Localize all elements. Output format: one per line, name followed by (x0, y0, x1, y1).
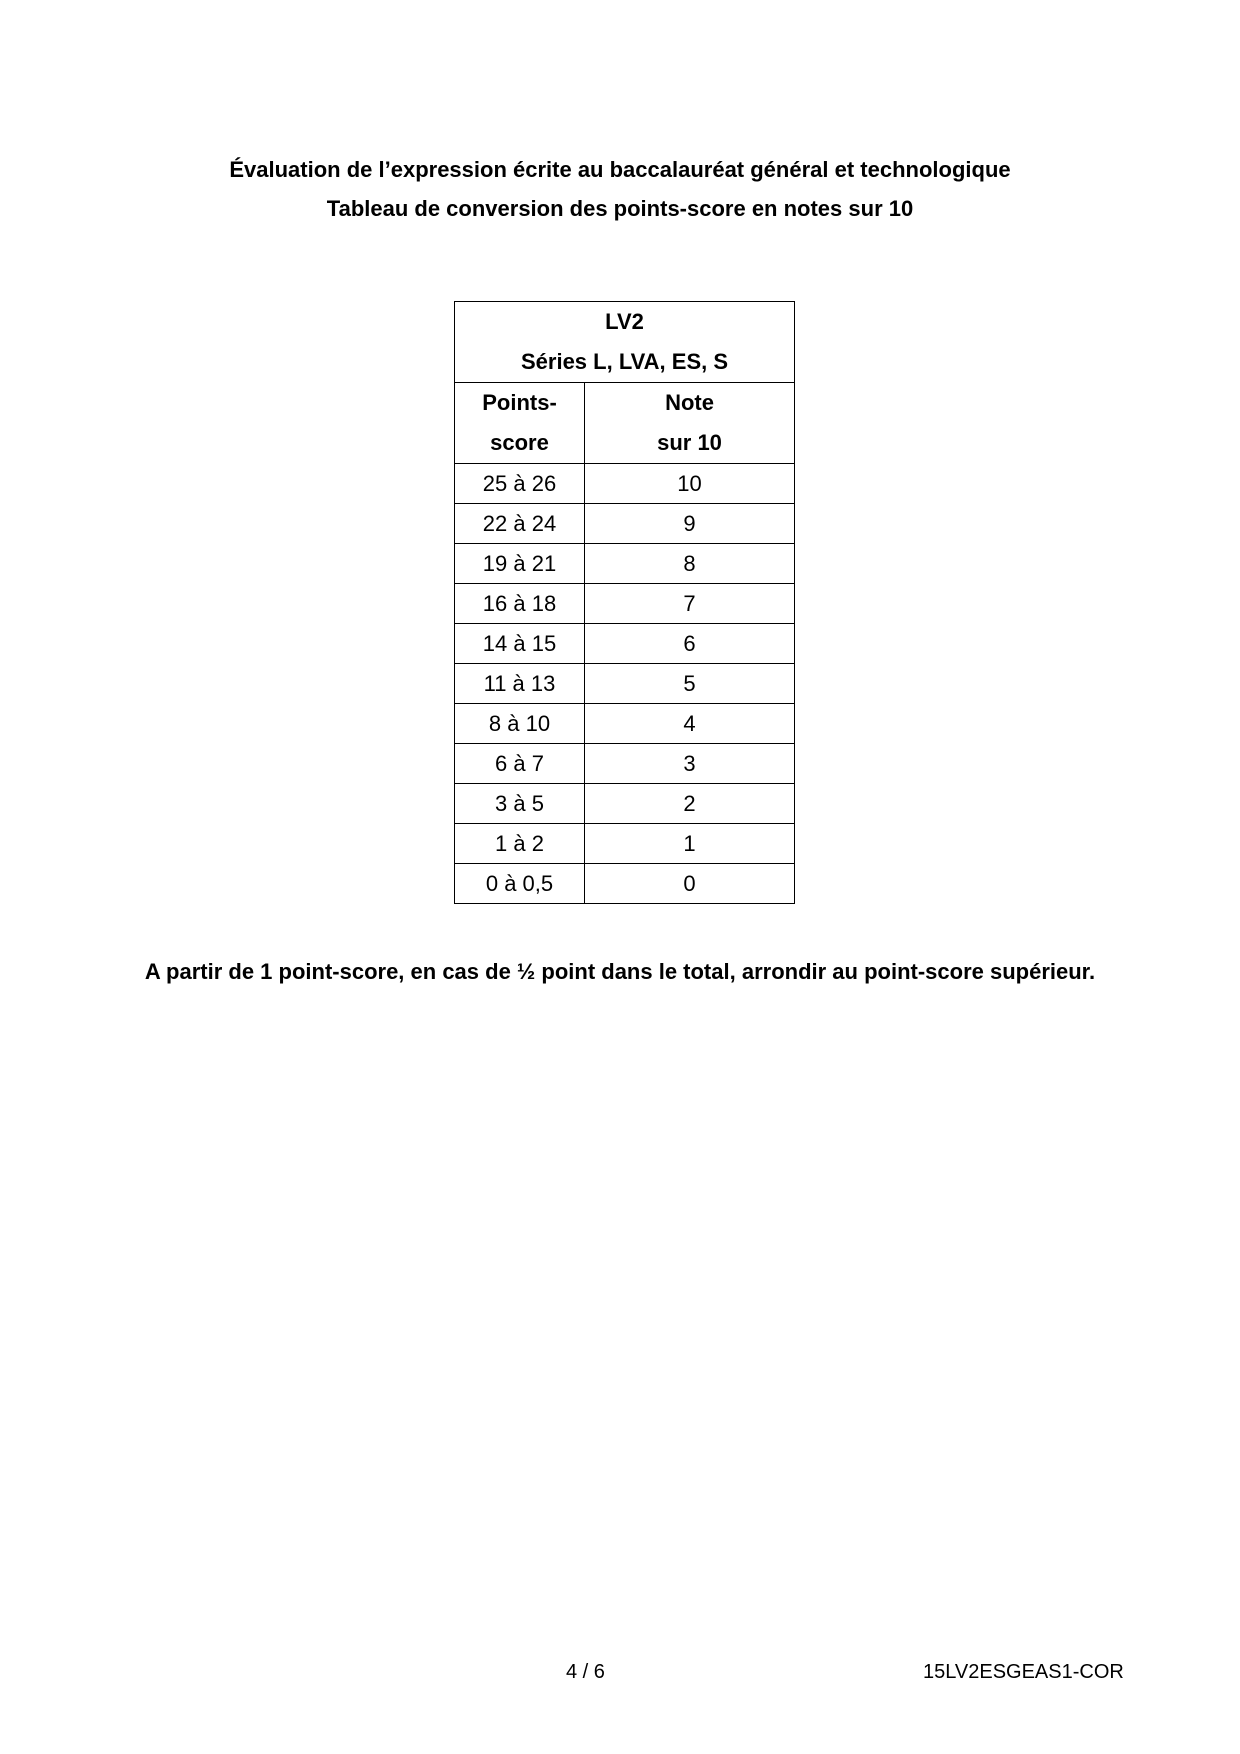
table-row (455, 704, 795, 744)
table-row (455, 664, 795, 704)
column-header-points (455, 383, 585, 464)
note-cell: 7 (585, 584, 795, 624)
document-title: Évaluation de l’expression écrite au baccalauréat général et technologique (229, 157, 1011, 182)
document-subtitle: Tableau de conversion des points-score en notes sur 10 (326, 196, 914, 221)
conversion-table (454, 301, 795, 904)
note-cell: 5 (585, 664, 795, 704)
points-cell: 0 à 0,5 (455, 864, 585, 904)
note-cell: 8 (585, 544, 795, 584)
points-cell: 22 à 24 (455, 504, 585, 544)
rounding-note: A partir de 1 point-score, en cas de ½ point dans le total, arrondir au point-score supérieur. (144, 959, 1096, 984)
header-series: Séries L, LVA, ES, S (520, 349, 729, 374)
points-cell: 3 à 5 (455, 784, 585, 824)
points-cell: 25 à 26 (455, 464, 585, 504)
note-cell: 0 (585, 864, 795, 904)
column-header-note-line1: Note (665, 390, 714, 415)
table-row (455, 784, 795, 824)
note-cell: 3 (585, 744, 795, 784)
note-cell: 6 (585, 624, 795, 664)
table-row (455, 584, 795, 624)
table-row (455, 544, 795, 584)
points-cell: 16 à 18 (455, 584, 585, 624)
header-lv2: LV2 (605, 309, 644, 334)
table-row (455, 824, 795, 864)
note-cell: 2 (585, 784, 795, 824)
points-cell: 8 à 10 (455, 704, 585, 744)
table-row (455, 624, 795, 664)
note-cell: 9 (585, 504, 795, 544)
column-header-note (585, 383, 795, 464)
table-row (455, 864, 795, 904)
column-header-points-line2: score (490, 430, 549, 455)
points-cell: 6 à 7 (455, 744, 585, 784)
note-cell: 4 (585, 704, 795, 744)
points-cell: 14 à 15 (455, 624, 585, 664)
column-header-note-line2: sur 10 (657, 430, 722, 455)
table-row (455, 504, 795, 544)
table-row (455, 744, 795, 784)
note-cell: 1 (585, 824, 795, 864)
table-main-header (455, 302, 795, 383)
points-cell: 11 à 13 (455, 664, 585, 704)
column-header-points-line1: Points- (482, 390, 557, 415)
document-code: 15LV2ESGEAS1-COR (923, 1661, 1124, 1683)
points-cell: 1 à 2 (455, 824, 585, 864)
points-cell: 19 à 21 (455, 544, 585, 584)
page-number: 4 / 6 (566, 1661, 605, 1683)
note-cell: 10 (585, 464, 795, 504)
table-row (455, 464, 795, 504)
